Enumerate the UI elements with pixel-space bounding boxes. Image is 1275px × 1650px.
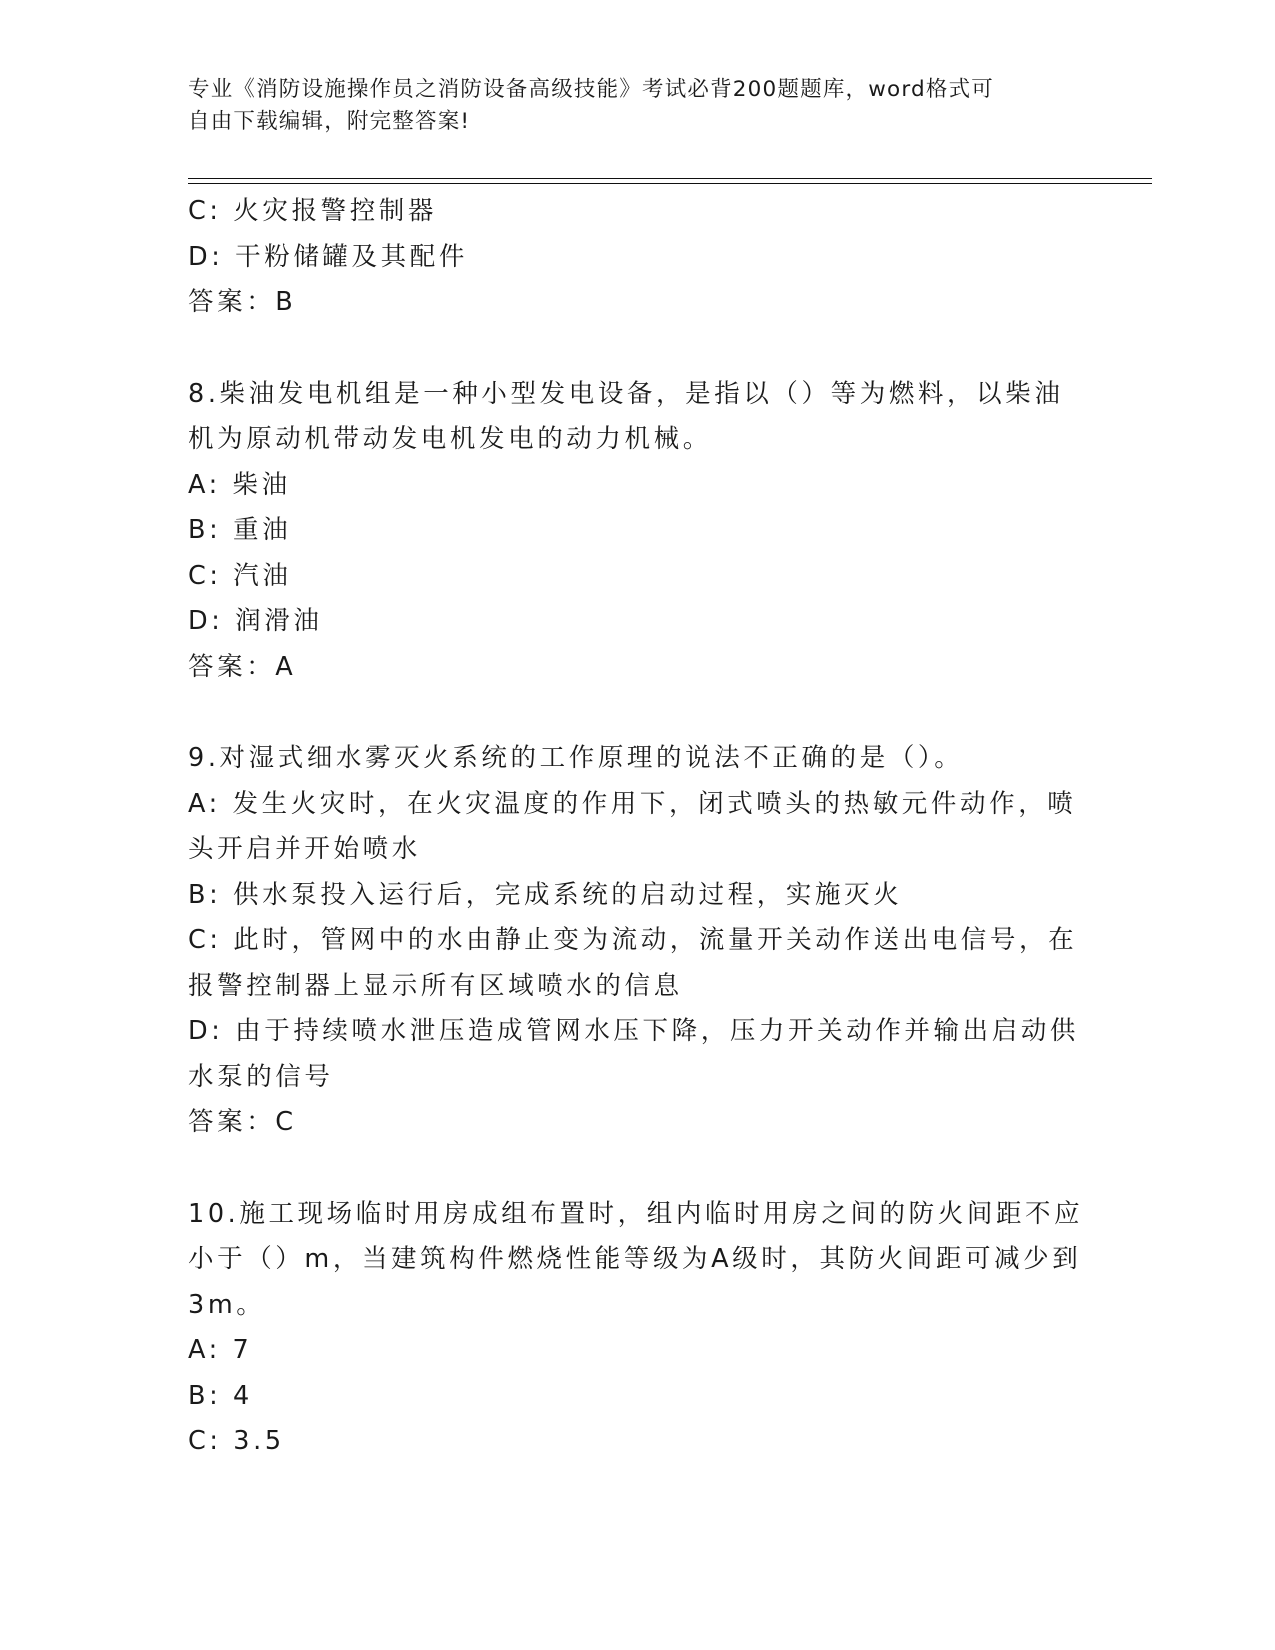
- option-b: B: 4: [188, 1380, 253, 1411]
- question-9: [188, 736, 1078, 1146]
- header-title-line-1: 专业《消防设施操作员之消防设备高级技能》考试必背200题题库，word格式可: [188, 77, 994, 102]
- question-10: [188, 1192, 1084, 1465]
- option-a-line-1: A: 发生火灾时，在火灾温度的作用下，闭式喷头的热敏元件动作，喷: [188, 788, 1077, 819]
- answer-line: 答案：A: [188, 651, 297, 682]
- option-a: A: 7: [188, 1335, 253, 1365]
- question-text-line-1: 10.施工现场临时用房成组布置时，组内临时用房之间的防火间距不应: [188, 1198, 1084, 1229]
- option-b: B: 重油: [188, 515, 292, 545]
- question-text-line-1: 8.柴油发电机组是一种小型发电设备，是指以（）等为燃料，以柴油: [188, 378, 1064, 409]
- spacer: [188, 1146, 1078, 1192]
- header-divider-top: [188, 178, 1152, 179]
- question-7-tail: [188, 189, 1078, 326]
- option-d: D: 干粉储罐及其配件: [188, 241, 468, 272]
- header-divider-bottom: [188, 183, 1152, 184]
- option-d: D: 润滑油: [188, 606, 323, 636]
- option-d-line-1: D: 由于持续喷水泄压造成管网水压下降，压力开关动作并输出启动供: [188, 1016, 1080, 1046]
- spacer: [188, 326, 1078, 372]
- question-text-line-1: 9.对湿式细水雾灭火系统的工作原理的说法不正确的是（）。: [188, 743, 964, 773]
- option-a-line-2: 头开启并开始喷水: [188, 834, 421, 864]
- question-text-line-2: 小于（）m，当建筑构件燃烧性能等级为A级时，其防火间距可减少到: [188, 1244, 1082, 1274]
- option-c: C: 汽油: [188, 560, 292, 591]
- document-header: [188, 74, 1068, 138]
- question-8: [188, 372, 1078, 691]
- option-c-line-1: C: 此时，管网中的水由静止变为流动，流量开关动作送出电信号，在: [188, 925, 1078, 955]
- option-d-line-2: 水泵的信号: [188, 1061, 334, 1092]
- option-b: B: 供水泵投入运行后，完成系统的启动过程，实施灭火: [188, 879, 903, 910]
- question-text-line-2: 机为原动机带动发电机发电的动力机械。: [188, 424, 712, 454]
- header-title-line-2: 自由下载编辑，附完整答案!: [188, 109, 471, 134]
- option-c: C: 3.5: [188, 1426, 285, 1456]
- option-a: A: 柴油: [188, 469, 291, 500]
- option-c: C: 火灾报警控制器: [188, 196, 438, 226]
- answer-line: 答案：C: [188, 1107, 297, 1137]
- question-text-line-3: 3m。: [188, 1289, 266, 1320]
- option-c-line-2: 报警控制器上显示所有区域喷水的信息: [188, 970, 683, 1001]
- document-body: [188, 189, 1084, 1465]
- answer-line: 答案：B: [188, 287, 297, 317]
- spacer: [188, 690, 1078, 736]
